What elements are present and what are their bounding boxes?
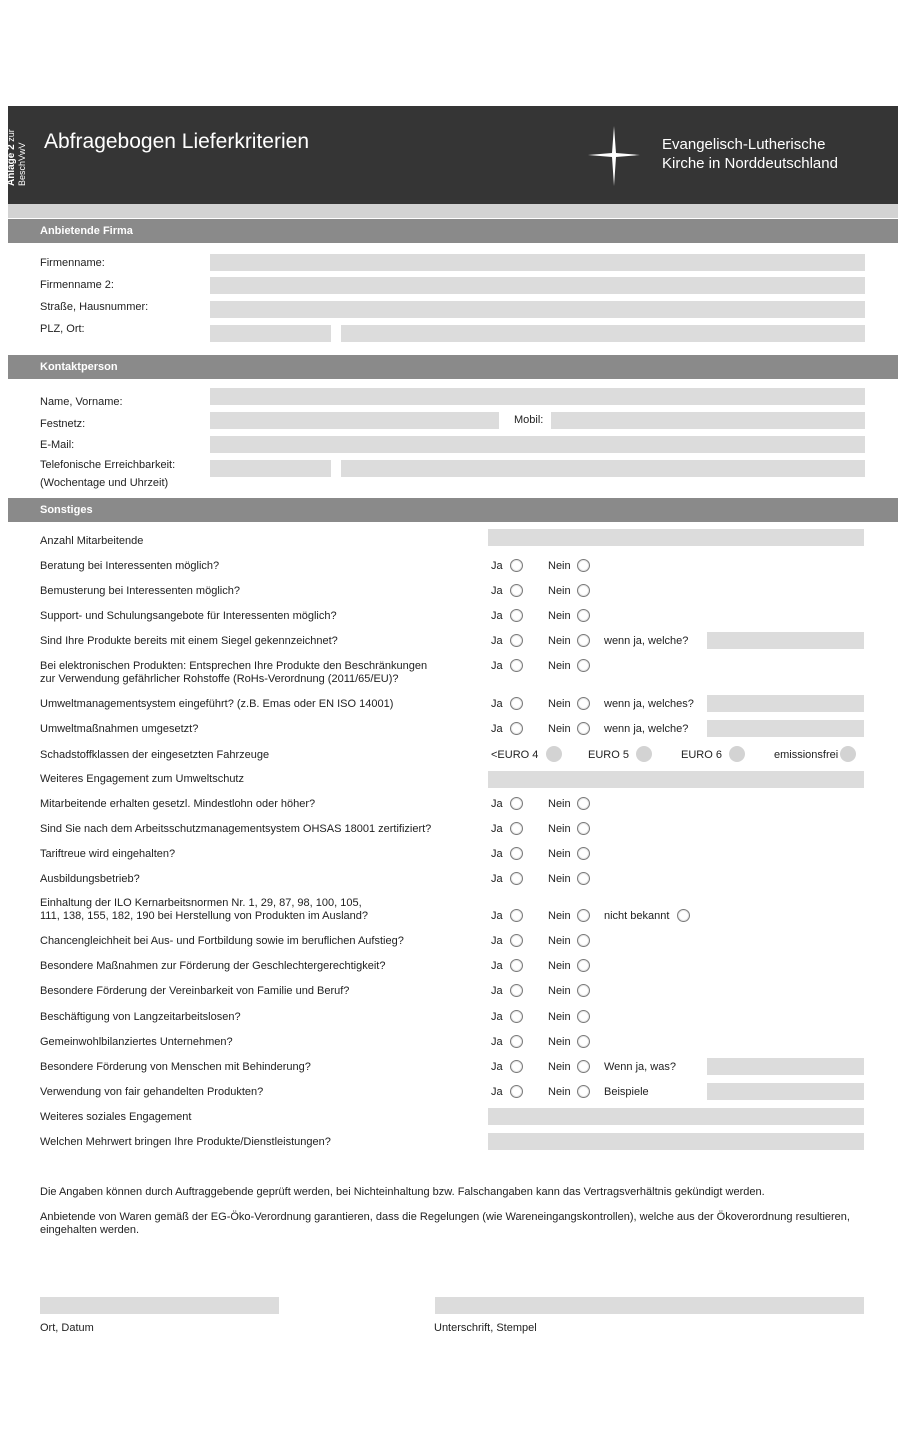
bemusterung-nein-radio[interactable]	[577, 584, 590, 597]
mindestlohn-nein-radio[interactable]	[577, 797, 590, 810]
beratung-label: Beratung bei Interessenten möglich?	[40, 560, 220, 572]
org-name	[662, 135, 838, 173]
chancen-label: Chancengleichheit bei Aus- und Fortbildung sowie im beruflichen Aufstieg?	[40, 935, 404, 947]
ohsas-nein-label: Nein	[548, 823, 571, 835]
umweltmassnahmen-extra-label: wenn ja, welche?	[604, 723, 689, 735]
umweltmanagement-label: Umweltmanagementsystem eingeführt? (z.B. Emas oder EN ISO 14001)	[40, 698, 394, 710]
fair-ja-label: Ja	[491, 1086, 503, 1098]
gemeinwohl-nein-radio[interactable]	[577, 1035, 590, 1048]
siegel-welche-field[interactable]	[707, 632, 864, 649]
behinderung-ja-radio[interactable]	[510, 1060, 523, 1073]
umweltmassnahmen-nein-label: Nein	[548, 723, 571, 735]
fair-extra-label: Beispiele	[604, 1086, 649, 1098]
bemusterung-label: Bemusterung bei Interessenten möglich?	[40, 585, 240, 597]
familie-nein-radio[interactable]	[577, 984, 590, 997]
erreichbarkeit-label: Telefonische Erreichbarkeit:	[40, 459, 176, 471]
mindestlohn-nein-label: Nein	[548, 798, 571, 810]
firmenname2-field[interactable]	[210, 277, 865, 294]
page-title: Abfragebogen Lieferkriterien	[44, 130, 310, 153]
umweltmanagement-nein-radio[interactable]	[577, 697, 590, 710]
firmenname2-label: Firmenname 2:	[40, 279, 114, 291]
ohsas-nein-radio[interactable]	[577, 822, 590, 835]
ohsas-ja-radio[interactable]	[510, 822, 523, 835]
header-strip	[8, 204, 898, 218]
euro4-label: <EURO 4	[491, 749, 539, 761]
support-nein-radio[interactable]	[577, 609, 590, 622]
anlage-subtitle: zur BeschVwV	[6, 129, 27, 186]
sozial-field[interactable]	[488, 1108, 864, 1125]
geschlechter-ja-label: Ja	[491, 960, 503, 972]
support-ja-radio[interactable]	[510, 609, 523, 622]
umweltmanagement-ja-radio[interactable]	[510, 697, 523, 710]
anlage-label	[6, 106, 27, 186]
beratung-nein-label: Nein	[548, 560, 571, 572]
mehrwert-label: Welchen Mehrwert bringen Ihre Produkte/Dienstleistungen?	[40, 1136, 331, 1148]
erreichbarkeit-tage-field[interactable]	[210, 460, 331, 477]
familie-nein-label: Nein	[548, 985, 571, 997]
section-sonstiges: Sonstiges	[8, 498, 898, 522]
euro5-label: EURO 5	[588, 749, 629, 761]
ort-field[interactable]	[341, 325, 865, 342]
sozial-label: Weiteres soziales Engagement	[40, 1111, 192, 1123]
gemeinwohl-ja-radio[interactable]	[510, 1035, 523, 1048]
ilo-nicht-bekannt-label: nicht bekannt	[604, 910, 670, 922]
siegel-ja-radio[interactable]	[510, 634, 523, 647]
unterschrift-label: Unterschrift, Stempel	[434, 1322, 537, 1334]
support-ja-label: Ja	[491, 610, 503, 622]
ausbildung-label: Ausbildungsbetrieb?	[40, 873, 140, 885]
umweltmanagement-ja-label: Ja	[491, 698, 503, 710]
beratung-nein-radio[interactable]	[577, 559, 590, 572]
schadstoff-label: Schadstoffklassen der eingesetzten Fahrzeuge	[40, 749, 270, 761]
mindestlohn-ja-label: Ja	[491, 798, 503, 810]
ausbildung-ja-radio[interactable]	[510, 872, 523, 885]
ausbildung-ja-label: Ja	[491, 873, 503, 885]
euro4-radio[interactable]	[546, 746, 562, 762]
langzeit-nein-label: Nein	[548, 1011, 571, 1023]
tariftreue-nein-label: Nein	[548, 848, 571, 860]
langzeit-ja-radio[interactable]	[510, 1010, 523, 1023]
geschlechter-nein-radio[interactable]	[577, 959, 590, 972]
behinderung-extra-label: Wenn ja, was?	[604, 1061, 676, 1073]
ausbildung-nein-radio[interactable]	[577, 872, 590, 885]
siegel-nein-radio[interactable]	[577, 634, 590, 647]
support-label: Support- und Schulungsangebote für Interessenten möglich?	[40, 610, 337, 622]
geschlechter-ja-radio[interactable]	[510, 959, 523, 972]
email-label: E-Mail:	[40, 439, 75, 451]
firmenname-label: Firmenname:	[40, 257, 105, 269]
euro6-label: EURO 6	[681, 749, 722, 761]
org-name-line2: Kirche in Norddeutschland	[662, 155, 838, 172]
gemeinwohl-ja-label: Ja	[491, 1036, 503, 1048]
umweltmassnahmen-ja-radio[interactable]	[510, 722, 523, 735]
festnetz-label: Festnetz:	[40, 418, 86, 430]
mobil-field[interactable]	[551, 412, 865, 429]
langzeit-ja-label: Ja	[491, 1011, 503, 1023]
erreichbarkeit-sub-label: (Wochentage und Uhrzeit)	[40, 477, 169, 489]
rohs-label-line1: Bei elektronischen Produkten: Entsprechen Ihre Produkte den Beschränkungen	[40, 660, 428, 672]
name-label: Name, Vorname:	[40, 396, 123, 408]
umweltmassnahmen-welche-field[interactable]	[707, 720, 864, 737]
umweltmanagement-welches-field[interactable]	[707, 695, 864, 712]
siegel-ja-label: Ja	[491, 635, 503, 647]
ausbildung-nein-label: Nein	[548, 873, 571, 885]
siegel-extra-label: wenn ja, welche?	[604, 635, 689, 647]
note-oeko-line2: eingehalten werden.	[40, 1224, 140, 1236]
fair-beispiele-field[interactable]	[707, 1083, 864, 1100]
fair-nein-label: Nein	[548, 1086, 571, 1098]
mobil-label: Mobil:	[514, 414, 544, 426]
umweltmassnahmen-nein-radio[interactable]	[577, 722, 590, 735]
bemusterung-ja-radio[interactable]	[510, 584, 523, 597]
emissionsfrei-label: emissionsfrei	[774, 749, 839, 761]
fair-nein-radio[interactable]	[577, 1085, 590, 1098]
gemeinwohl-label: Gemeinwohlbilanziertes Unternehmen?	[40, 1036, 233, 1048]
rohs-ja-radio[interactable]	[510, 659, 523, 672]
langzeit-label: Beschäftigung von Langzeitarbeitslosen?	[40, 1011, 241, 1023]
tariftreue-label: Tariftreue wird eingehalten?	[40, 848, 176, 860]
siegel-nein-label: Nein	[548, 635, 571, 647]
tariftreue-ja-label: Ja	[491, 848, 503, 860]
ort-datum-field[interactable]	[40, 1297, 279, 1314]
bemusterung-nein-label: Nein	[548, 585, 571, 597]
ilo-ja-label: Ja	[491, 910, 503, 922]
plz-ort-label: PLZ, Ort:	[40, 323, 85, 335]
fair-ja-radio[interactable]	[510, 1085, 523, 1098]
cross-icon	[588, 126, 640, 186]
umweltmanagement-extra-label: wenn ja, welches?	[604, 698, 694, 710]
ilo-ja-radio[interactable]	[510, 909, 523, 922]
umweltmassnahmen-ja-label: Ja	[491, 723, 503, 735]
familie-label: Besondere Förderung der Vereinbarkeit von Familie und Beruf?	[40, 985, 350, 997]
euro5-radio[interactable]	[636, 746, 652, 762]
tariftreue-ja-radio[interactable]	[510, 847, 523, 860]
plz-field[interactable]	[210, 325, 331, 342]
festnetz-field[interactable]	[210, 412, 499, 429]
name-field[interactable]	[210, 388, 865, 405]
rohs-nein-radio[interactable]	[577, 659, 590, 672]
ilo-label-line1: Einhaltung der ILO Kernarbeitsnormen Nr. 1, 29, 87, 98, 100, 105,	[40, 897, 362, 909]
familie-ja-label: Ja	[491, 985, 503, 997]
rohs-ja-label: Ja	[491, 660, 503, 672]
section-firma: Anbietende Firma	[8, 219, 898, 243]
strasse-label: Straße, Hausnummer:	[40, 301, 149, 313]
section-kontakt: Kontaktperson	[8, 355, 898, 379]
emissionsfrei-radio[interactable]	[840, 746, 856, 762]
beratung-ja-radio[interactable]	[510, 559, 523, 572]
strasse-field[interactable]	[210, 301, 865, 318]
ort-datum-label: Ort, Datum	[40, 1322, 94, 1334]
behinderung-nein-label: Nein	[548, 1061, 571, 1073]
behinderung-was-field[interactable]	[707, 1058, 864, 1075]
umweltschutz-label: Weiteres Engagement zum Umweltschutz	[40, 773, 244, 785]
chancen-nein-label: Nein	[548, 935, 571, 947]
note-pruefung: Die Angaben können durch Auftraggebende geprüft werden, bei Nichteinhaltung bzw. Falschangaben kann das Vertragsverhältnis gekündigt werden.	[40, 1186, 765, 1198]
ilo-nein-radio[interactable]	[577, 909, 590, 922]
anlage-title: Anlage 2	[6, 144, 17, 186]
ohsas-label: Sind Sie nach dem Arbeitsschutzmanagementsystem OHSAS 18001 zertifiziert?	[40, 823, 432, 835]
chancen-ja-label: Ja	[491, 935, 503, 947]
mehrwert-field[interactable]	[488, 1133, 864, 1150]
behinderung-nein-radio[interactable]	[577, 1060, 590, 1073]
bemusterung-ja-label: Ja	[491, 585, 503, 597]
siegel-label: Sind Ihre Produkte bereits mit einem Siegel gekennzeichnet?	[40, 635, 338, 647]
mindestlohn-ja-radio[interactable]	[510, 797, 523, 810]
mindestlohn-label: Mitarbeitende erhalten gesetzl. Mindestlohn oder höher?	[40, 798, 316, 810]
unterschrift-field[interactable]	[435, 1297, 864, 1314]
org-name-line1: Evangelisch-Lutherische	[662, 136, 826, 153]
erreichbarkeit-zeit-field[interactable]	[341, 460, 865, 477]
tariftreue-nein-radio[interactable]	[577, 847, 590, 860]
gemeinwohl-nein-label: Nein	[548, 1036, 571, 1048]
ilo-nicht-bekannt-radio[interactable]	[677, 909, 690, 922]
rohs-nein-label: Nein	[548, 660, 571, 672]
familie-ja-radio[interactable]	[510, 984, 523, 997]
chancen-nein-radio[interactable]	[577, 934, 590, 947]
geschlechter-nein-label: Nein	[548, 960, 571, 972]
fair-label: Verwendung von fair gehandelten Produkten?	[40, 1086, 264, 1098]
beratung-ja-label: Ja	[491, 560, 503, 572]
ilo-nein-label: Nein	[548, 910, 571, 922]
geschlechter-label: Besondere Maßnahmen zur Förderung der Geschlechtergerechtigkeit?	[40, 960, 386, 972]
chancen-ja-radio[interactable]	[510, 934, 523, 947]
behinderung-label: Besondere Förderung von Menschen mit Behinderung?	[40, 1061, 311, 1073]
umweltschutz-field[interactable]	[488, 771, 864, 788]
email-field[interactable]	[210, 436, 865, 453]
langzeit-nein-radio[interactable]	[577, 1010, 590, 1023]
euro6-radio[interactable]	[729, 746, 745, 762]
behinderung-ja-label: Ja	[491, 1061, 503, 1073]
firmenname-field[interactable]	[210, 254, 865, 271]
support-nein-label: Nein	[548, 610, 571, 622]
ohsas-ja-label: Ja	[491, 823, 503, 835]
note-oeko-line1: Anbietende von Waren gemäß der EG-Öko-Verordnung garantieren, dass die Regelungen (wie Wareneingangskontrollen), welche aus der Ökoverordnung resultieren,	[40, 1211, 850, 1223]
umweltmassnahmen-label: Umweltmaßnahmen umgesetzt?	[40, 723, 199, 735]
ilo-label-line2: 111, 138, 155, 182, 190 bei Herstellung von Produkten im Ausland?	[40, 910, 368, 922]
umweltmanagement-nein-label: Nein	[548, 698, 571, 710]
rohs-label-line2: zur Verwendung gefährlicher Rohstoffe (RoHs-Verordnung (2011/65/EU)?	[40, 673, 399, 685]
mitarbeitende-label: Anzahl Mitarbeitende	[40, 535, 144, 547]
mitarbeitende-field[interactable]	[488, 529, 864, 546]
